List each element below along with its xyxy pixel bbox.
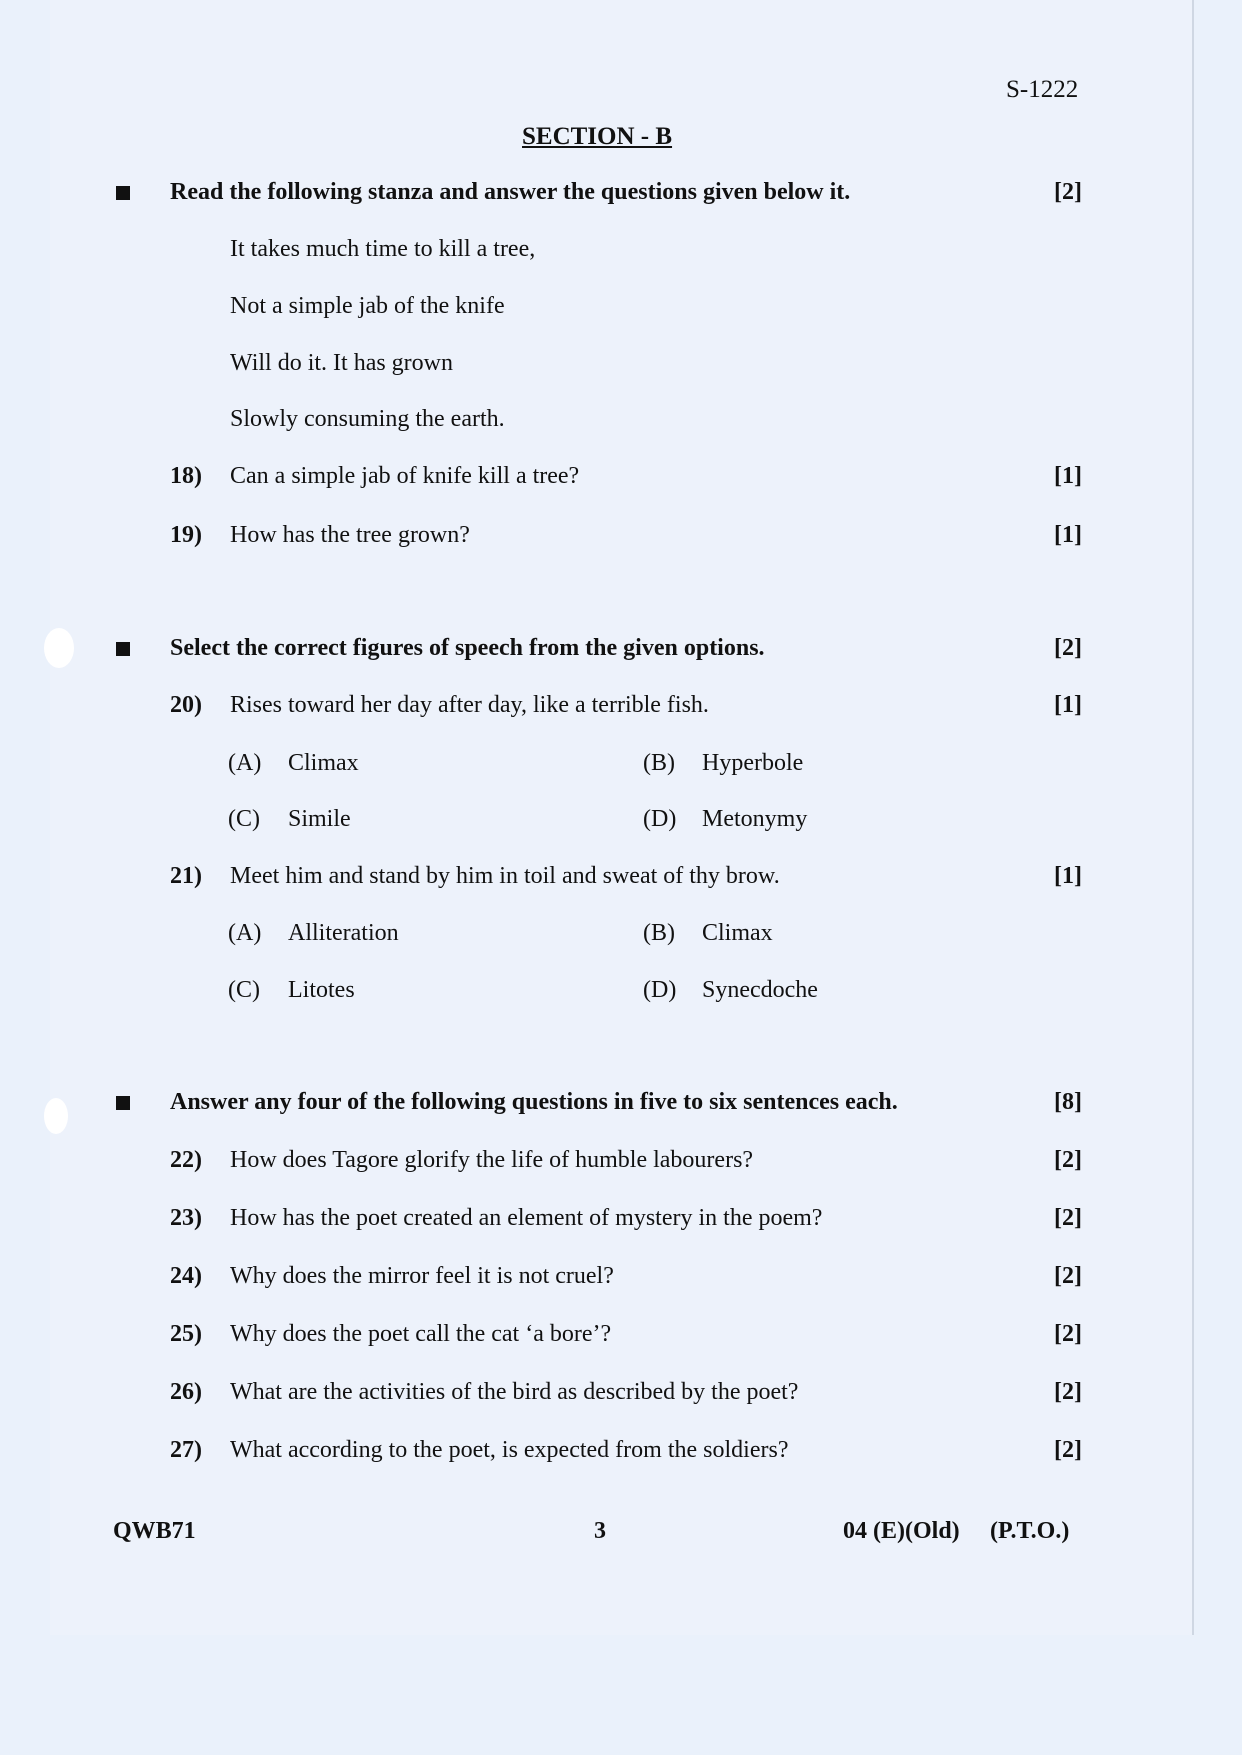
question-text: How does Tagore glorify the life of humble labourers?: [230, 1147, 754, 1173]
question-number: 26): [170, 1379, 202, 1405]
option-label: (D): [643, 977, 677, 1003]
punch-hole: [44, 1098, 68, 1134]
option-label: (D): [643, 806, 677, 832]
stanza-line: Not a simple jab of the knife: [230, 293, 505, 319]
question-text: What are the activities of the bird as described by the poet?: [230, 1379, 799, 1405]
bullet-square-icon: [116, 642, 130, 656]
question-text: Why does the mirror feel it is not cruel?: [230, 1263, 614, 1289]
question-number: 25): [170, 1321, 202, 1347]
question-marks: [2]: [1054, 1263, 1082, 1289]
stanza-line: Will do it. It has grown: [230, 350, 454, 376]
question-marks: [2]: [1054, 1205, 1082, 1231]
option-text: Litotes: [288, 977, 355, 1003]
question-number: 22): [170, 1147, 202, 1173]
question-marks: [1]: [1054, 692, 1082, 718]
question-marks: [2]: [1054, 1379, 1082, 1405]
option-text: Alliteration: [288, 920, 399, 946]
option-label: (C): [228, 806, 260, 832]
option-label: (C): [228, 977, 260, 1003]
paper-code: S-1222: [1006, 76, 1079, 103]
page-number: 3: [594, 1518, 606, 1544]
question-number: 23): [170, 1205, 202, 1231]
marks-block2: [2]: [1054, 635, 1082, 661]
marks-block3: [8]: [1054, 1089, 1082, 1115]
pto-label: (P.T.O.): [990, 1518, 1070, 1544]
stanza-line: It takes much time to kill a tree,: [230, 236, 536, 262]
question-text: What according to the poet, is expected from the soldiers?: [230, 1437, 789, 1463]
marks-block1: [2]: [1054, 179, 1082, 205]
bullet-square-icon: [116, 186, 130, 200]
question-marks: [1]: [1054, 463, 1082, 489]
question-text: How has the tree grown?: [230, 522, 470, 548]
question-marks: [2]: [1054, 1437, 1082, 1463]
question-text: Rises toward her day after day, like a terrible fish.: [230, 692, 709, 718]
question-number: 20): [170, 692, 202, 718]
question-text: Why does the poet call the cat ‘a bore’?: [230, 1321, 612, 1347]
option-text: Hyperbole: [702, 750, 804, 776]
section-title: SECTION - B: [522, 123, 673, 150]
question-number: 21): [170, 863, 202, 889]
option-text: Metonymy: [702, 806, 808, 832]
footer-left-code: QWB71: [113, 1518, 196, 1544]
question-marks: [2]: [1054, 1321, 1082, 1347]
option-label: (A): [228, 920, 262, 946]
option-label: (B): [643, 750, 675, 776]
instruction-short-answers: Answer any four of the following questions in five to six sentences each.: [170, 1089, 898, 1115]
option-text: Climax: [288, 750, 359, 776]
option-label: (B): [643, 920, 675, 946]
punch-hole: [44, 628, 74, 668]
option-label: (A): [228, 750, 262, 776]
footer-right-code: 04 (E)(Old): [843, 1518, 960, 1544]
instruction-figures-of-speech: Select the correct figures of speech from the given options.: [170, 635, 765, 661]
bullet-square-icon: [116, 1096, 130, 1110]
question-number: 27): [170, 1437, 202, 1463]
option-text: Climax: [702, 920, 773, 946]
stanza-line: Slowly consuming the earth.: [230, 406, 505, 432]
instruction-stanza: Read the following stanza and answer the questions given below it.: [170, 179, 851, 205]
option-text: Simile: [288, 806, 351, 832]
question-number: 19): [170, 522, 202, 548]
question-text: Can a simple jab of knife kill a tree?: [230, 463, 580, 489]
question-number: 24): [170, 1263, 202, 1289]
option-text: Synecdoche: [702, 977, 818, 1003]
question-number: 18): [170, 463, 202, 489]
question-text: Meet him and stand by him in toil and sweat of thy brow.: [230, 863, 780, 889]
question-text: How has the poet created an element of mystery in the poem?: [230, 1205, 823, 1231]
question-marks: [1]: [1054, 522, 1082, 548]
question-marks: [1]: [1054, 863, 1082, 889]
question-marks: [2]: [1054, 1147, 1082, 1173]
